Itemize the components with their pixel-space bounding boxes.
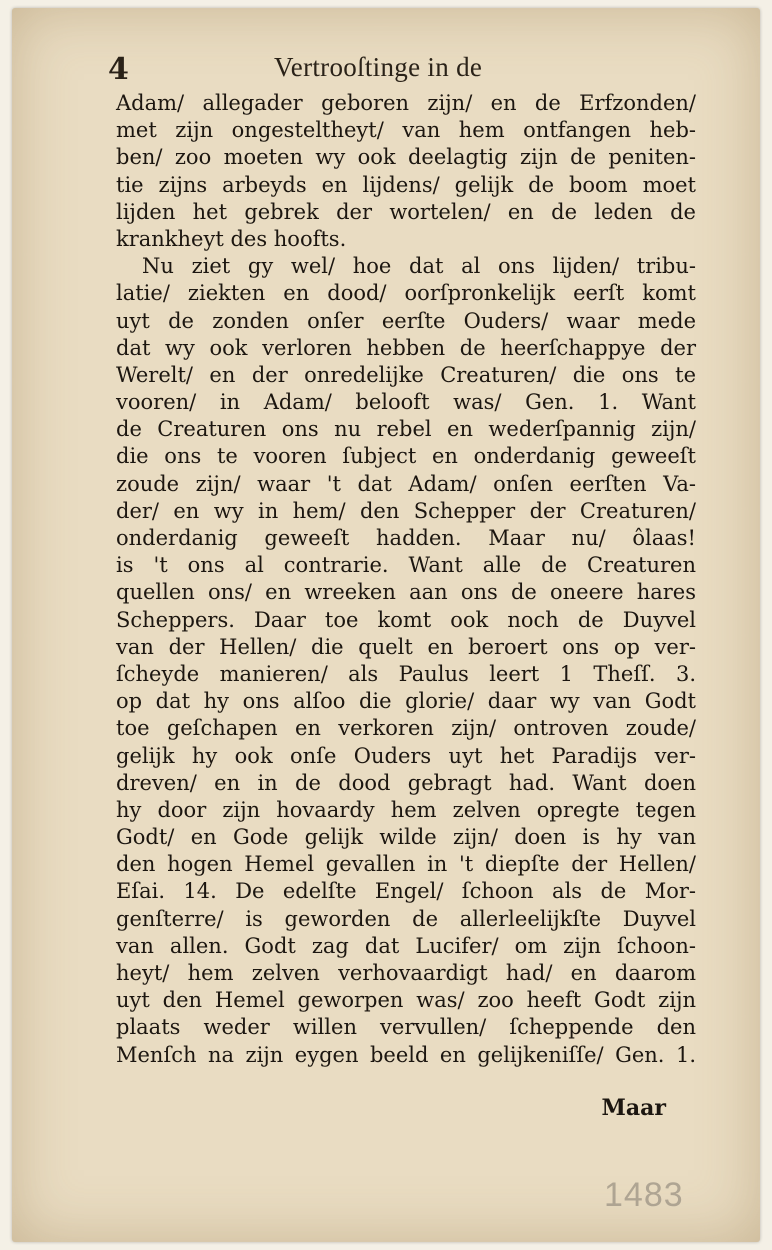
text-line: ben/ zoo moeten wy ook deelagtig zijn de peniten- bbox=[116, 145, 696, 170]
text-line: tie zijns arbeyds en lijdens/ gelijk de boom moet bbox=[116, 172, 696, 197]
text-line: Adam/ allegader geboren zijn/ en de Erfzonden/ bbox=[116, 91, 696, 115]
text-line: lijden het gebrek der wortelen/ en de leden de bbox=[116, 199, 696, 224]
text-line: zoude zijn/ waar 't dat Adam/ onſen eerſten Va- bbox=[116, 471, 696, 496]
running-title: Vertrooſtinge in de bbox=[274, 52, 483, 82]
text-line: gelijk hy ook onſe Ouders uyt het Paradijs ver- bbox=[116, 743, 696, 768]
page-header bbox=[108, 48, 698, 88]
text-line: van allen. Godt zag dat Lucifer/ om zijn ſchoon- bbox=[116, 933, 696, 958]
text-line: Scheppers. Daar toe komt ook noch de Duyvel bbox=[116, 607, 696, 632]
pencil-annotation: 1483 bbox=[604, 1176, 684, 1214]
catchword: Maar bbox=[601, 1095, 666, 1121]
text-line: dreven/ en in de dood gebragt had. Want doen bbox=[116, 770, 696, 795]
text-line: Menſch na zijn eygen beeld en gelijkeniſſe/ Gen. 1. bbox=[116, 1042, 696, 1067]
text-line: dat wy ook verloren hebben de heerſchappye der bbox=[116, 335, 696, 360]
text-line: op dat hy ons alſoo die glorie/ daar wy van Godt bbox=[116, 689, 696, 714]
text-line: krankheyt des hoofts. bbox=[116, 226, 347, 251]
text-line: Godt/ en Gode gelijk wilde zijn/ doen is hy van bbox=[116, 825, 696, 850]
text-line: Eſai. 14. De edelſte Engel/ ſchoon als de Mor- bbox=[116, 879, 696, 904]
page-number: 4 bbox=[108, 52, 129, 87]
body-text bbox=[116, 90, 696, 1069]
text-line: uyt den Hemel geworpen was/ zoo heeft Godt zijn bbox=[116, 988, 696, 1013]
text-line: heyt/ hem zelven verhovaardigt had/ en daarom bbox=[116, 961, 696, 985]
text-line: den hogen Hemel gevallen in 't diepſte der Hellen/ bbox=[116, 852, 696, 877]
text-line: latie/ ziekten en dood/ oorſpronkelijk eerſt komt bbox=[116, 281, 696, 306]
text-line: Nu ziet gy wel/ hoe dat al ons lijden/ tribu- bbox=[142, 254, 696, 279]
text-line: is 't ons al contrarie. Want alle de Creaturen bbox=[116, 553, 696, 578]
text-line: onderdanig geweeſt hadden. Maar nu/ ôlaas! bbox=[116, 526, 696, 550]
text-line: ſcheyde manieren/ als Paulus leert 1 Theſſ. 3. bbox=[116, 661, 696, 686]
text-line: plaats weder willen vervullen/ ſcheppende den bbox=[116, 1015, 696, 1040]
text-line: de Creaturen ons nu rebel en wederſpannig zijn/ bbox=[116, 417, 696, 442]
text-line: Werelt/ en der onredelijke Creaturen/ die ons te bbox=[116, 362, 696, 387]
text-line: genſterre/ is geworden de allerleelijkſte Duyvel bbox=[116, 906, 696, 931]
text-line: der/ en wy in hem/ den Schepper der Creaturen/ bbox=[116, 498, 696, 523]
text-line: van der Hellen/ die quelt en beroert ons op ver- bbox=[116, 634, 696, 659]
text-line: hy door zijn hovaardy hem zelven opregte tegen bbox=[116, 797, 696, 822]
text-line: die ons te vooren ſubject en onderdanig geweeſt bbox=[116, 444, 696, 469]
book-page bbox=[12, 8, 760, 1242]
text-line: vooren/ in Adam/ belooft was/ Gen. 1. Want bbox=[116, 390, 696, 415]
text-line: quellen ons/ en wreeken aan ons de oneere hares bbox=[116, 580, 696, 605]
text-line: met zijn ongesteltheyt/ van hem ontfangen heb- bbox=[116, 118, 696, 143]
text-line: uyt de zonden onſer eerſte Ouders/ waar mede bbox=[116, 308, 696, 333]
text-line: toe geſchapen en verkoren zijn/ ontroven zoude/ bbox=[116, 716, 696, 741]
